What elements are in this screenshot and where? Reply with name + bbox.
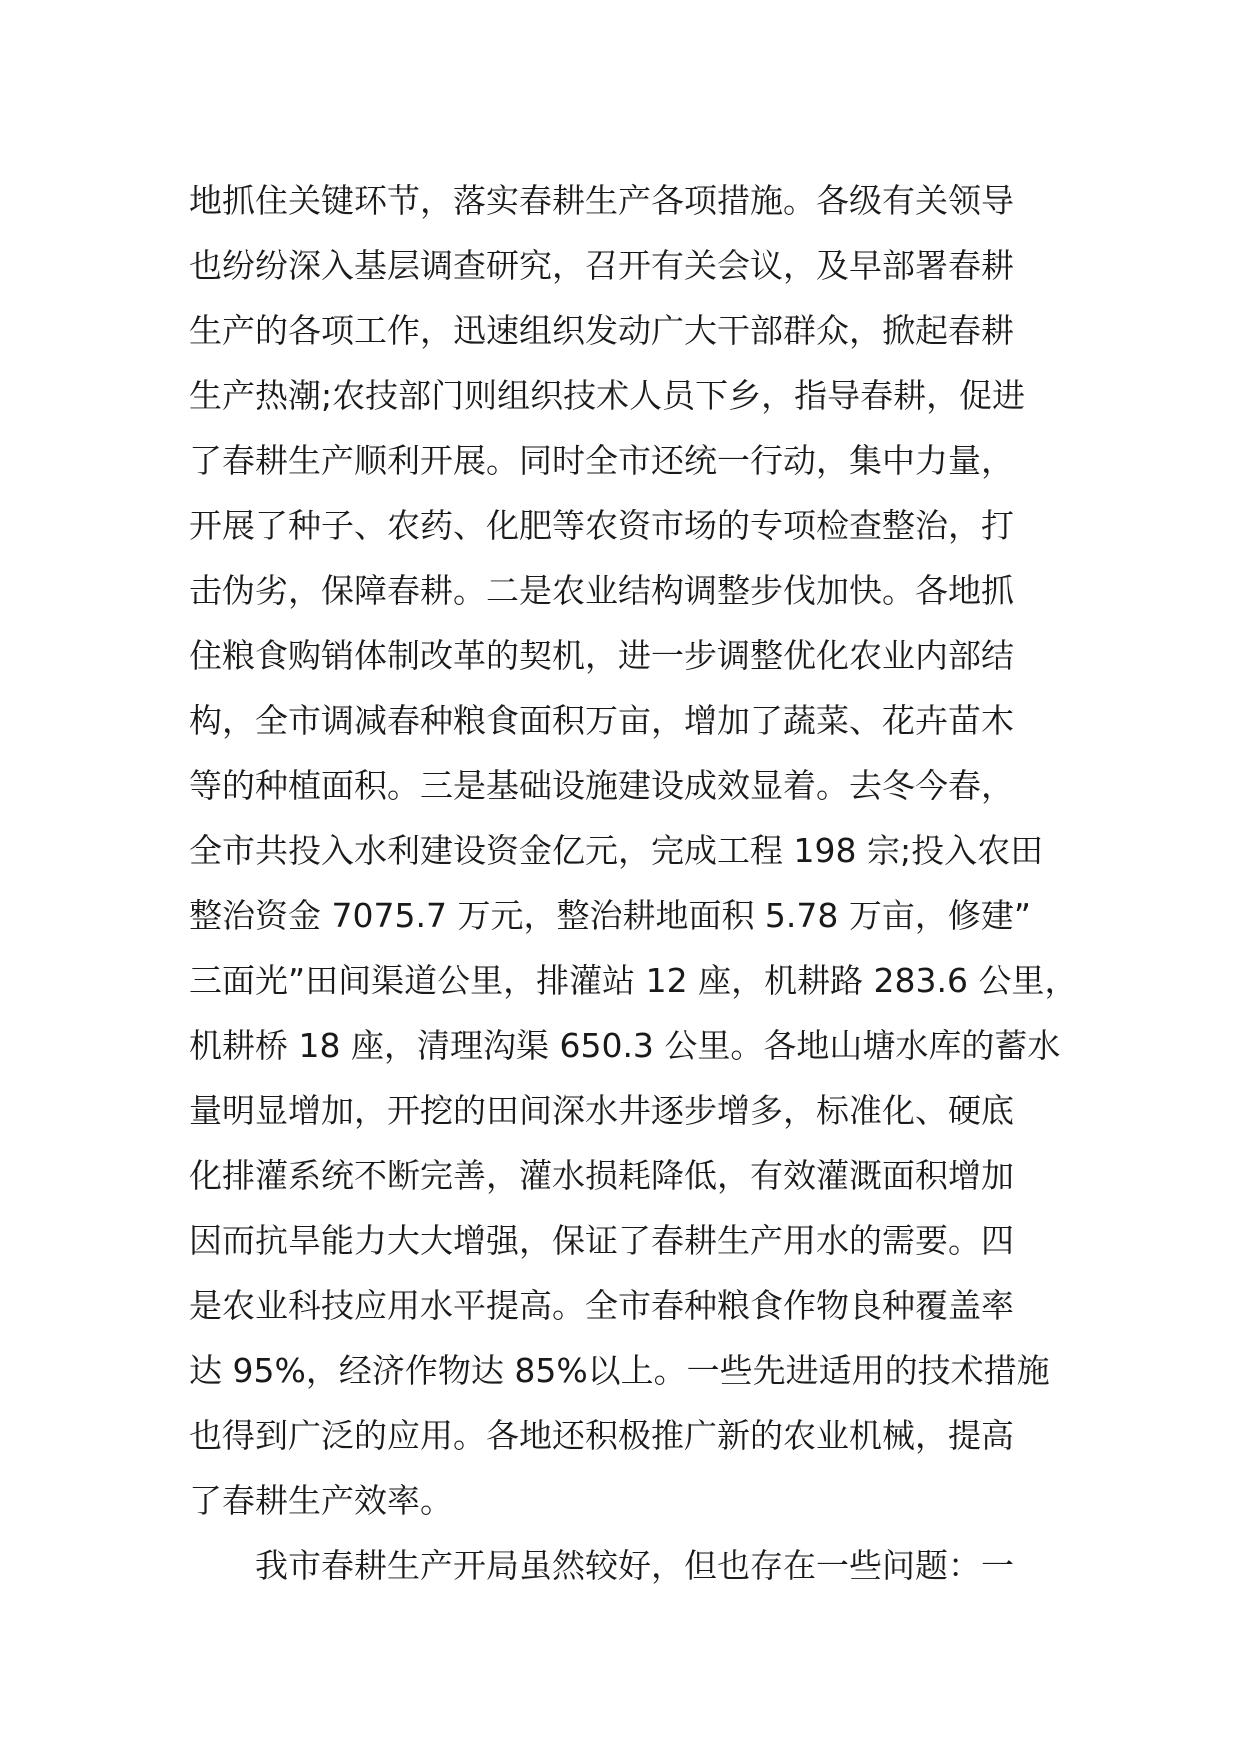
text-line: 化排灌系统不断完善，灌水损耗降低，有效灌溉面积增加 bbox=[189, 1156, 1014, 1195]
paragraph-1 bbox=[189, 168, 1119, 1533]
text-line: 生产热潮;农技部门则组织技术人员下乡，指导春耕，促进 bbox=[189, 376, 1026, 415]
text-line: 生产的各项工作，迅速组织发动广大干部群众，掀起春耕 bbox=[189, 311, 1014, 350]
text-line: 全市共投入水利建设资金亿元，完成工程 198 宗;投入农田 bbox=[189, 831, 1044, 870]
text-line: 开展了种子、农药、化肥等农资市场的专项检查整治，打 bbox=[189, 506, 1014, 545]
text-line: 也纷纷深入基层调查研究，召开有关会议，及早部署春耕 bbox=[189, 246, 1014, 285]
text-line: 是农业科技应用水平提高。全市春种粮食作物良种覆盖率 bbox=[189, 1286, 1014, 1325]
text-line: 三面光”田间渠道公里，排灌站 12 座，机耕路 283.6 公里， bbox=[189, 961, 1078, 1000]
text-line: 了春耕生产效率。 bbox=[189, 1481, 453, 1520]
text-line: 击伪劣，保障春耕。二是农业结构调整步伐加快。各地抓 bbox=[189, 571, 1014, 610]
text-line: 了春耕生产顺利开展。同时全市还统一行动，集中力量， bbox=[189, 441, 1014, 480]
text-line: 因而抗旱能力大大增强，保证了春耕生产用水的需要。四 bbox=[189, 1221, 1014, 1260]
text-line: 量明显增加，开挖的田间深水井逐步增多，标准化、硬底 bbox=[189, 1091, 1014, 1130]
text-line: 住粮食购销体制改革的契机，进一步调整优化农业内部结 bbox=[189, 636, 1014, 675]
text-line: 达 95%，经济作物达 85%以上。一些先进适用的技术措施 bbox=[189, 1351, 1050, 1390]
text-line: 整治资金 7075.7 万元，整治耕地面积 5.78 万亩，修建” bbox=[189, 896, 1031, 935]
document-body bbox=[189, 168, 1119, 1598]
text-line: 我市春耕生产开局虽然较好，但也存在一些问题：一 bbox=[255, 1546, 1014, 1585]
text-line: 构，全市调减春种粮食面积万亩，增加了蔬菜、花卉苗木 bbox=[189, 701, 1014, 740]
text-line: 等的种植面积。三是基础设施建设成效显着。去冬今春， bbox=[189, 766, 1014, 805]
text-line: 地抓住关键环节，落实春耕生产各项措施。各级有关领导 bbox=[189, 181, 1014, 220]
text-line: 也得到广泛的应用。各地还积极推广新的农业机械，提高 bbox=[189, 1416, 1014, 1455]
text-line: 机耕桥 18 座，清理沟渠 650.3 公里。各地山塘水库的蓄水 bbox=[189, 1026, 1061, 1065]
paragraph-2 bbox=[189, 1533, 1119, 1598]
